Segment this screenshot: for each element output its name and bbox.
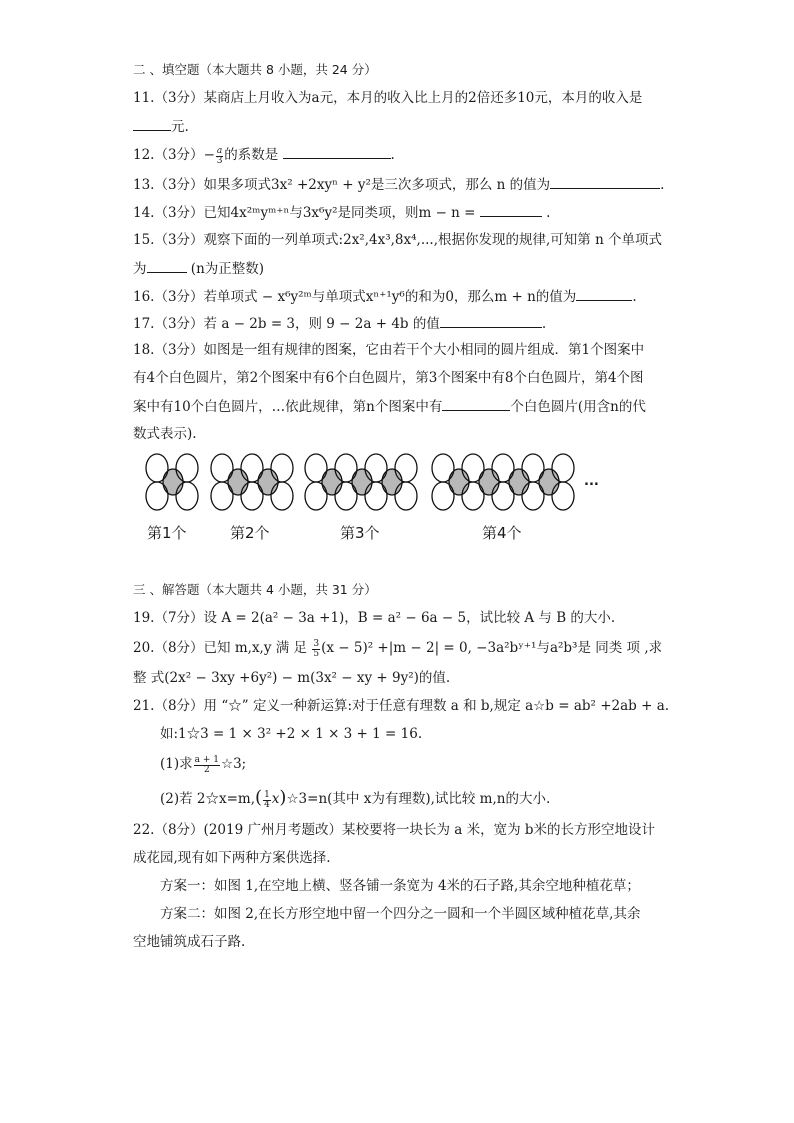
answer-blank: [133, 116, 171, 131]
answer-blank: [480, 202, 542, 217]
question-14: 14.（3分）已知4x²ᵐyᵐ⁺ⁿ与3x⁶y²是同类项，则m − n = .: [133, 202, 550, 223]
question-13-text: 13.（3分）如果多项式3x² +2xyⁿ + y²是三次多项式，那么 n 的值为: [133, 177, 551, 193]
answer-blank: [576, 286, 632, 301]
white-circle: [552, 454, 574, 482]
question-21-part-1-tail: ☆3;: [220, 756, 247, 772]
question-21-line-2: 如:1☆3 = 1 × 3² +2 × 1 × 3 + 1 = 16.: [160, 726, 423, 742]
grey-circle: [352, 469, 372, 495]
figure-caption-2: 第2个: [230, 524, 270, 542]
white-circle: [211, 482, 233, 510]
question-19: 19.（7分）设 A = 2(a² − 3a +1)，B = a² − 6a − 5，试比较 A 与 B 的大小.: [133, 610, 616, 626]
fraction: [312, 640, 320, 659]
fraction-denominator: 4: [264, 800, 270, 810]
question-11-line-2: [133, 116, 189, 137]
question-14-text: 14.（3分）已知4x²ᵐyᵐ⁺ⁿ与3x⁶y²是同类项，则m − n =: [133, 205, 476, 221]
grey-circle: [382, 469, 402, 495]
question-16-text: 16.（3分）若单项式 − x⁶y²ᵐ与单项式xⁿ⁺¹y⁶的和为0，那么m + n的值为: [133, 289, 577, 305]
minus-sign: −: [203, 147, 215, 163]
question-15-head: 为: [133, 261, 147, 277]
white-circle: [492, 454, 514, 482]
white-circle: [395, 482, 417, 510]
fraction: [216, 147, 223, 166]
section-2-heading: 二 、填空题（本大题共 8 小题，共 24 分）: [133, 62, 377, 77]
question-18-line-1: 18.（3分）如图是一组有规律的图案，它由若干个大小相同的圆片组成．第1个图案中: [133, 342, 645, 358]
question-20-line-1: [133, 638, 662, 659]
white-circle: [552, 482, 574, 510]
fraction-numerator: 3: [313, 639, 320, 649]
white-circle: [462, 482, 484, 510]
white-circle: [462, 454, 484, 482]
question-21-line-3: [160, 754, 246, 775]
fraction-denominator: 3: [216, 156, 223, 166]
white-circle: [176, 454, 198, 482]
question-18-head: 案中有10个白色圆片，…依此规律，第n个图案中有: [133, 399, 443, 415]
fraction-denominator: 5: [313, 649, 320, 659]
white-circle: [365, 454, 387, 482]
white-circle: [522, 454, 544, 482]
question-21-line-1: 21.（8分）用 “☆” 定义一种新运算:对于任意有理数 a 和 b,规定 a☆b = ab² +2ab + a.: [133, 698, 670, 714]
answer-blank: [283, 144, 391, 159]
question-12: 12.（3分）− $\frac{a}{3}$ 的系数是 .: [133, 146, 395, 166]
fraction-denominator: 2: [203, 765, 210, 775]
question-22-line-4: 方案二：如图 2,在长方形空地中留一个四分之一圆和一个半圆区域种植花草,其余: [160, 906, 641, 922]
white-circle: [241, 454, 263, 482]
white-circle: [271, 482, 293, 510]
question-15-line-2: [133, 258, 264, 279]
question-12-tail: 的系数是: [224, 147, 279, 163]
variable-x: x: [271, 791, 280, 807]
question-16: 16.（3分）若单项式 − x⁶y²ᵐ与单项式xⁿ⁺¹y⁶的和为0，那么m + n的值为 .: [133, 286, 637, 307]
circle-pattern-figure: [140, 450, 610, 560]
question-22-line-5: 空地铺筑成石子路.: [133, 934, 246, 950]
question-17-text: 17.（3分）若 a − 2b = 3，则 9 − 2a + 4b 的值: [133, 316, 440, 332]
question-15-line-1: 15.（3分）观察下面的一列单项式:2x²,4x³,8x⁴,...,根据你发现的规律,可知第 n 个单项式: [133, 232, 663, 248]
white-circle: [395, 454, 417, 482]
white-circle: [211, 454, 233, 482]
question-22-line-2: 成花园,现有如下两种方案供选择.: [133, 850, 331, 866]
fraction: [263, 791, 271, 810]
white-circle: [335, 482, 357, 510]
question-20-tail: (x − 5)² +|m − 2| = 0, −3a²bʸ⁺¹与a²b³是 同类 项 ,求: [321, 640, 663, 656]
white-circle: [432, 482, 454, 510]
question-17: 17.（3分）若 a − 2b = 3，则 9 − 2a + 4b 的值 .: [133, 313, 546, 334]
white-circle: [365, 482, 387, 510]
question-20-head: 20.（8分）已知 m,x,y 满 足: [133, 640, 308, 656]
white-circle: [305, 482, 327, 510]
grey-circle: [163, 469, 183, 495]
question-13: 13.（3分）如果多项式3x² +2xyⁿ + y²是三次多项式，那么 n 的值为 .: [133, 174, 664, 195]
figure-caption-3: 第3个: [340, 524, 380, 542]
question-18-tail: 个白色圆片(用含n的代: [510, 399, 646, 415]
white-circle: [492, 482, 514, 510]
question-11-tail: 元.: [171, 119, 189, 135]
question-21-part-2-tail: ☆3=n(其中 x为有理数),试比较 m,n的大小.: [286, 791, 551, 807]
question-21-part-1-head: (1)求: [160, 756, 193, 772]
question-18-line-2: 有4个白色圆片，第2个图案中有6个白色圆片，第3个图案中有8个白色圆片，第4个图: [133, 370, 644, 386]
white-circle: [146, 454, 168, 482]
grey-circle: [228, 469, 248, 495]
grey-circle: [449, 469, 469, 495]
fraction-numerator: 1: [264, 790, 270, 800]
question-15-tail: (n为正整数): [190, 261, 265, 277]
question-18-line-3: [133, 396, 646, 417]
white-circle: [241, 482, 263, 510]
section-3-heading: 三 、解答题（本大题共 4 小题，共 31 分）: [133, 582, 377, 597]
grey-circle: [322, 469, 342, 495]
answer-blank: [147, 258, 187, 273]
white-circle: [335, 454, 357, 482]
question-21-line-4: (2)若 2☆x=m,( $\frac{1}{4}$ x)☆3=n(其中 x为有理数),试比较 m,n的大小.: [160, 787, 551, 810]
figure-ellipsis: ...: [584, 474, 599, 489]
grey-circle: [258, 469, 278, 495]
white-circle: [305, 454, 327, 482]
fraction-numerator: a: [216, 146, 223, 156]
grey-circle: [539, 469, 559, 495]
grey-circle: [479, 469, 499, 495]
question-11-line-1: 11.（3分）某商店上月收入为a元，本月的收入比上月的2倍还多10元，本月的收入是: [133, 90, 643, 106]
white-circle: [176, 482, 198, 510]
fraction-numerator: a + 1: [194, 755, 219, 765]
question-22-line-3: 方案一：如图 1,在空地上横、竖各铺一条宽为 4米的石子路,其余空地种植花草；: [160, 878, 640, 894]
white-circle: [271, 454, 293, 482]
question-18-line-4: 数式表示).: [133, 426, 197, 442]
white-circle: [146, 482, 168, 510]
answer-blank: [440, 313, 542, 328]
fraction: [194, 756, 220, 775]
white-circle: [522, 482, 544, 510]
white-circle: [432, 454, 454, 482]
grey-circle: [509, 469, 529, 495]
answer-blank: [442, 396, 510, 411]
figure-caption-1: 第1个: [147, 524, 187, 542]
figure-caption-4: 第4个: [482, 524, 522, 542]
question-21-part-2-head: (2)若 2☆x=m,: [160, 791, 256, 807]
question-22-line-1: 22.（8分）(2019 广州月考题改）某校要将一块长为 a 米，宽为 b米的长方形空地设计: [133, 822, 656, 838]
question-12-prefix: 12.（3分）: [133, 147, 204, 163]
answer-blank: [550, 174, 660, 189]
question-20-line-2: 整 式(2x² − 3xy +6y²) − m(3x² − xy + 9y²)的值.: [133, 670, 451, 686]
